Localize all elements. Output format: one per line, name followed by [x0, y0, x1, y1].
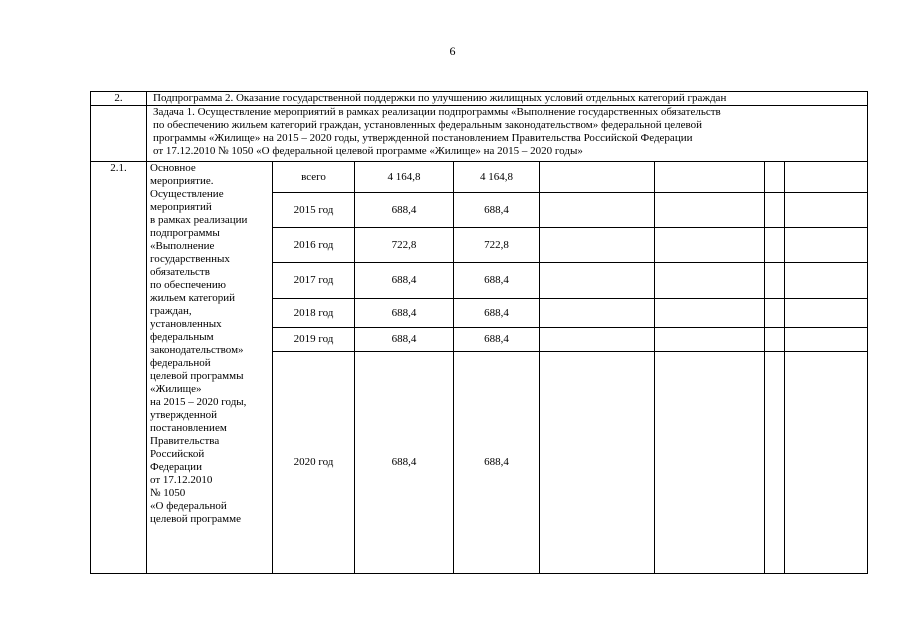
- empty-cell: [765, 352, 785, 574]
- task-number-cell: [91, 106, 147, 162]
- year-label: 2015 год: [273, 193, 355, 228]
- task-row: [91, 106, 868, 162]
- federal-value: 688,4: [454, 328, 540, 352]
- desc-line: постановлением: [150, 422, 227, 434]
- desc-line: мероприятие.: [150, 175, 214, 187]
- total-value: 688,4: [355, 299, 454, 328]
- empty-cell: [655, 352, 765, 574]
- empty-cell: [785, 162, 868, 193]
- empty-cell: [655, 162, 765, 193]
- subprogram-title: Подпрограмма 2. Оказание государственной поддержки по улучшению жилищных условий отдельных категорий граждан: [147, 92, 868, 106]
- total-value: 722,8: [355, 228, 454, 263]
- task-line: Задача 1. Осуществление мероприятий в рамках реализации подпрограммы «Выполнение государственных обязательств: [153, 106, 721, 118]
- measure-number: 2.1.: [91, 162, 147, 574]
- total-value: 4 164,8: [355, 162, 454, 193]
- total-value: 688,4: [355, 193, 454, 228]
- empty-cell: [540, 162, 655, 193]
- desc-line: Основное: [150, 162, 196, 174]
- empty-cell: [540, 299, 655, 328]
- year-row-total: [91, 162, 868, 193]
- desc-line: государственных: [150, 253, 230, 265]
- empty-cell: [765, 193, 785, 228]
- desc-line: мероприятий: [150, 201, 212, 213]
- empty-cell: [540, 228, 655, 263]
- empty-cell: [655, 299, 765, 328]
- desc-line: Правительства: [150, 435, 220, 447]
- task-line: от 17.12.2010 № 1050 «О федеральной целевой программе «Жилище» на 2015 – 2020 годы»: [153, 145, 583, 157]
- empty-cell: [785, 299, 868, 328]
- empty-cell: [785, 328, 868, 352]
- desc-line: по обеспечению: [150, 279, 227, 291]
- federal-value: 688,4: [454, 193, 540, 228]
- empty-cell: [655, 228, 765, 263]
- desc-line: целевой программе: [150, 513, 241, 525]
- year-label: 2018 год: [273, 299, 355, 328]
- empty-cell: [765, 299, 785, 328]
- year-label: всего: [273, 162, 355, 193]
- task-description: [147, 106, 868, 162]
- desc-line: в рамках реализации: [150, 214, 248, 226]
- federal-value: 688,4: [454, 352, 540, 574]
- desc-line: обязательств: [150, 266, 210, 278]
- empty-cell: [655, 263, 765, 299]
- desc-line: граждан,: [150, 305, 192, 317]
- year-label: 2016 год: [273, 228, 355, 263]
- total-value: 688,4: [355, 328, 454, 352]
- desc-line: целевой программы: [150, 370, 244, 382]
- desc-line: Российской: [150, 448, 205, 460]
- total-value: 688,4: [355, 352, 454, 574]
- desc-line: Осуществление: [150, 188, 224, 200]
- empty-cell: [540, 193, 655, 228]
- empty-cell: [785, 193, 868, 228]
- desc-line: «Выполнение: [150, 240, 215, 252]
- empty-cell: [785, 263, 868, 299]
- empty-cell: [765, 263, 785, 299]
- empty-cell: [765, 328, 785, 352]
- desc-line: федеральным: [150, 331, 214, 343]
- total-value: 688,4: [355, 263, 454, 299]
- program-table: [90, 91, 868, 574]
- empty-cell: [785, 228, 868, 263]
- desc-line: Федерации: [150, 461, 202, 473]
- empty-cell: [785, 352, 868, 574]
- desc-line: «О федеральной: [150, 500, 227, 512]
- empty-cell: [540, 352, 655, 574]
- empty-cell: [540, 263, 655, 299]
- desc-line: № 1050: [150, 487, 186, 499]
- federal-value: 4 164,8: [454, 162, 540, 193]
- subprogram-number: 2.: [91, 92, 147, 106]
- desc-line: утвержденной: [150, 409, 218, 421]
- desc-line: законодательством»: [150, 344, 244, 356]
- federal-value: 688,4: [454, 299, 540, 328]
- measure-description: [147, 162, 273, 574]
- year-label: 2020 год: [273, 352, 355, 574]
- desc-line: от 17.12.2010: [150, 474, 213, 486]
- desc-line: жильем категорий: [150, 292, 236, 304]
- desc-line: «Жилище»: [150, 383, 202, 395]
- page-number: 6: [449, 44, 456, 58]
- empty-cell: [655, 193, 765, 228]
- year-label: 2019 год: [273, 328, 355, 352]
- empty-cell: [655, 328, 765, 352]
- desc-line: федеральной: [150, 357, 211, 369]
- desc-line: на 2015 – 2020 годы,: [150, 396, 247, 408]
- empty-cell: [765, 162, 785, 193]
- federal-value: 688,4: [454, 263, 540, 299]
- task-line: программы «Жилище» на 2015 – 2020 годы, утвержденной постановлением Правительства Российской Федерации: [153, 132, 693, 144]
- desc-line: подпрограммы: [150, 227, 220, 239]
- empty-cell: [540, 328, 655, 352]
- year-label: 2017 год: [273, 263, 355, 299]
- federal-value: 722,8: [454, 228, 540, 263]
- desc-line: установленных: [150, 318, 222, 330]
- task-line: по обеспечению жильем категорий граждан, установленных федеральным законодательством» федеральной целевой: [153, 119, 702, 131]
- empty-cell: [765, 228, 785, 263]
- subprogram-row: [91, 92, 868, 106]
